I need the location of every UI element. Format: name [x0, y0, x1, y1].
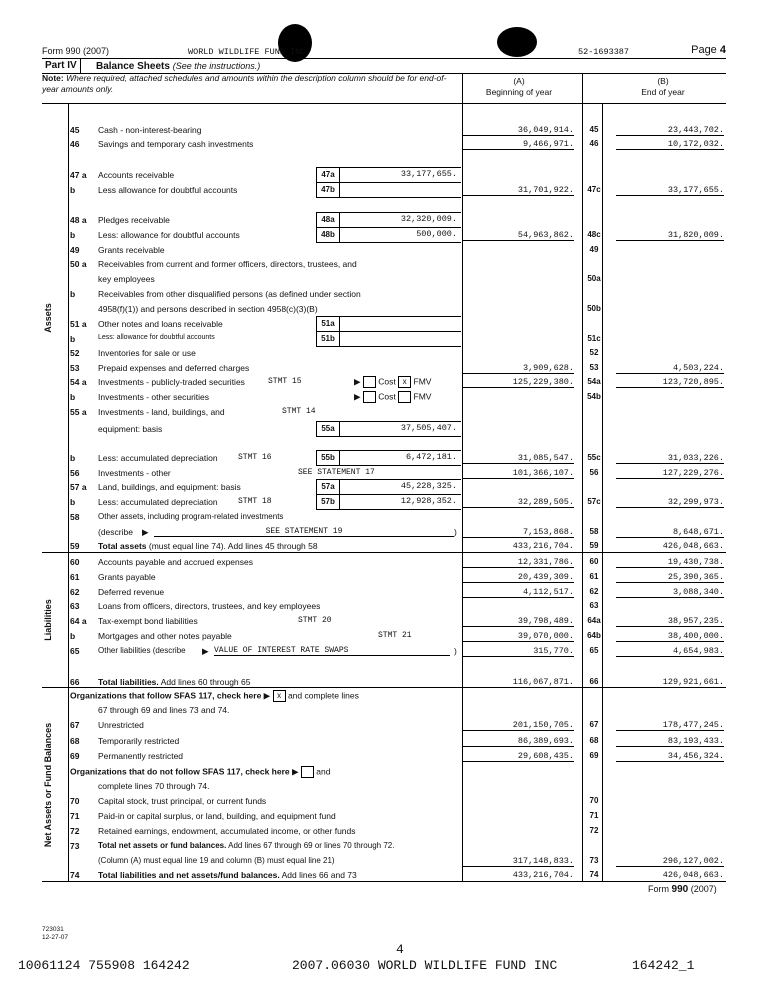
page-number: Page 4 — [691, 44, 726, 56]
bottom-right-id: 164242_1 — [632, 958, 695, 973]
col-a-header: (A) Beginning of year — [485, 76, 553, 97]
rule-liab-bottom — [42, 687, 726, 688]
note: Note: Where required, attached schedules and amounts within the description column should be for end-of-year amounts only. — [42, 73, 447, 94]
cost-checkbox-b[interactable] — [363, 391, 376, 403]
section-net-assets: Net Assets or Fund Balances — [43, 722, 53, 848]
rule-form-bottom — [42, 881, 726, 882]
cost-checkbox[interactable] — [363, 376, 376, 388]
bottom-left-id: 10061124 755908 164242 — [18, 958, 190, 973]
part-title: Balance Sheets (See the instructions.) — [96, 61, 261, 72]
part-iv-title — [42, 58, 726, 74]
rule-assets-bottom — [42, 552, 726, 553]
form-code: 723031 12-27-07 — [42, 926, 69, 941]
col-b-header: (B) End of year — [641, 76, 685, 97]
bottom-page-number: 4 — [396, 942, 404, 957]
section-assets: Assets — [43, 303, 53, 333]
fmv-checkbox-b[interactable] — [398, 391, 411, 403]
sfas117-checkbox[interactable]: x — [273, 690, 286, 702]
part-label: Part IV — [42, 59, 81, 73]
page-header — [42, 46, 726, 58]
section-liabilities: Liabilities — [43, 599, 53, 641]
rule-section-col — [68, 104, 69, 881]
fmv-checkbox[interactable]: x — [398, 376, 411, 388]
nosfas-checkbox[interactable] — [301, 766, 314, 778]
org-name: WORLD WILDLIFE FUND INC — [188, 47, 306, 57]
rule-header-bottom — [42, 103, 726, 104]
form-footer: Form 990 (2007) — [648, 884, 717, 895]
form-id: Form 990 (2007) — [42, 46, 110, 56]
bottom-center: 2007.06030 WORLD WILDLIFE FUND INC — [292, 958, 558, 973]
ein: 52-1693387 — [578, 47, 630, 57]
rule-col-lc-right — [602, 104, 603, 881]
